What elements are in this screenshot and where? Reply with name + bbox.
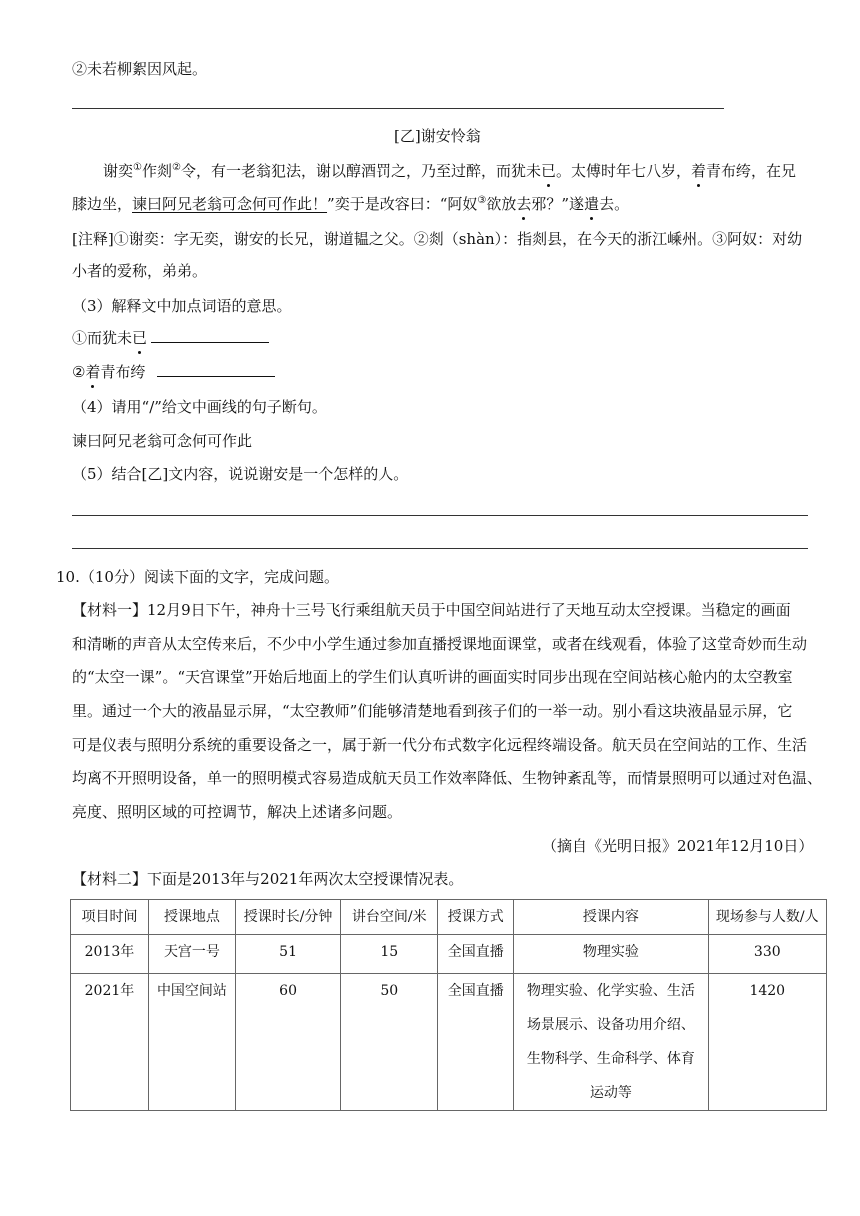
lesson-comparison-table xyxy=(70,899,827,1111)
material-1-line: 和清晰的声音从太空传来后，不少中小学生通过参加直播授课地面课堂，或者在线观看，体验了这堂奇妙而生动 xyxy=(72,635,808,653)
question-4-sentence: 谏曰阿兄老翁可念何可作此 xyxy=(72,432,253,450)
question-3-item-2: ②着青布绔 xyxy=(72,361,275,383)
dotted-word: 着 xyxy=(691,162,707,180)
table-cell: 51 xyxy=(235,935,340,974)
material-1-source: （摘自《光明日报》2021年12月10日） xyxy=(542,837,814,855)
material-1-line: 亮度、照明区域的可控调节，解决上述诸多问题。 xyxy=(72,803,403,821)
question-10: 10.（10分）阅读下面的文字，完成问题。 xyxy=(56,568,339,586)
material-1-line: 里。通过一个大的液晶显示屏，“太空教师”们能够清楚地看到孩子们的一举一动。别小看这块液晶显示屏，它 xyxy=(72,702,793,720)
table-cell: 2013年 xyxy=(71,935,149,974)
table-cell-content: 物理实验、化学实验、生活 场景展示、设备功用介绍、 生物科学、生命科学、体育 运动等 xyxy=(514,974,708,1111)
notes-line-1: [注释]①谢奕：字无奕，谢安的长兄，谢道韫之父。②剡（shàn）：指剡县，在今天的浙江嵊州。③阿奴：对幼 xyxy=(72,230,803,248)
table-cell: 全国直播 xyxy=(438,974,514,1111)
table-header: 现场参与人数/人 xyxy=(708,900,826,935)
question-4: （4）请用“/”给文中画线的句子断句。 xyxy=(72,398,327,416)
question-3-item-1: ①而犹未已 xyxy=(72,327,269,349)
table-header: 授课地点 xyxy=(148,900,235,935)
table-row xyxy=(71,935,827,974)
table-header: 授课内容 xyxy=(514,900,708,935)
material-2-intro: 【材料二】下面是2013年与2021年两次太空授课情况表。 xyxy=(72,870,464,888)
answer-blank[interactable] xyxy=(151,328,269,343)
table-row xyxy=(71,974,827,1111)
material-1-line: 【材料一】12月9日下午，神舟十三号飞行乘组航天员于中国空间站进行了天地互动太空授课。当稳定的画面 xyxy=(72,601,791,619)
table-cell: 2021年 xyxy=(71,974,149,1111)
table-cell: 物理实验 xyxy=(514,935,708,974)
table-cell: 60 xyxy=(235,974,340,1111)
dotted-word: 去 xyxy=(516,195,532,213)
table-cell: 天宫一号 xyxy=(148,935,235,974)
table-cell: 330 xyxy=(708,935,826,974)
notes-line-2: 小者的爱称，弟弟。 xyxy=(72,262,208,280)
question-5: （5）结合[乙]文内容，说说谢安是一个怎样的人。 xyxy=(72,465,409,483)
material-1-line: 的“太空一课”。“天宫课堂”开始后地面上的学生们认真听讲的画面实时同步出现在空间站核心舱内的太空教室 xyxy=(72,668,793,686)
table-cell: 全国直播 xyxy=(438,935,514,974)
passage-title: [乙]谢安怜翁 xyxy=(394,127,481,145)
answer-line xyxy=(72,515,808,516)
table-cell: 中国空间站 xyxy=(148,974,235,1111)
table-header: 讲台空间/米 xyxy=(341,900,438,935)
question-3: （3）解释文中加点词语的意思。 xyxy=(72,297,292,315)
answer-blank[interactable] xyxy=(157,362,275,377)
table-header-row xyxy=(71,900,827,935)
table-cell: 15 xyxy=(341,935,438,974)
table-header: 授课方式 xyxy=(438,900,514,935)
table-cell: 1420 xyxy=(708,974,826,1111)
passage-line-2: 膝边坐，谏曰阿兄老翁可念何可作此！”奕于是改容曰：“阿奴③欲放去邪？”遂遣去。 xyxy=(72,195,630,213)
dotted-word: 已 xyxy=(540,162,556,180)
material-1-line: 可是仪表与照明分系统的重要设备之一，属于新一代分布式数字化远程终端设备。航天员在空间站的工作、生活 xyxy=(72,736,808,754)
underlined-sentence: 谏曰阿兄老翁可念何可作此！ xyxy=(132,195,328,213)
dotted-word: 遣 xyxy=(584,195,600,213)
table-header: 项目时间 xyxy=(71,900,149,935)
table-cell: 50 xyxy=(341,974,438,1111)
table-header: 授课时长/分钟 xyxy=(235,900,340,935)
passage-line-1: 谢奕①作剡②令，有一老翁犯法，谢以醇酒罚之，乃至过醉，而犹未已。太傅时年七八岁，着青布绔，在兄 xyxy=(103,162,797,180)
answer-item-2: ②未若柳絮因风起。 xyxy=(72,60,208,78)
answer-line xyxy=(72,108,724,109)
material-1-line: 均离不开照明设备，单一的照明模式容易造成航天员工作效率降低、生物钟紊乱等，而情景照明可以通过对色温、 xyxy=(72,769,823,787)
answer-line xyxy=(72,548,808,549)
